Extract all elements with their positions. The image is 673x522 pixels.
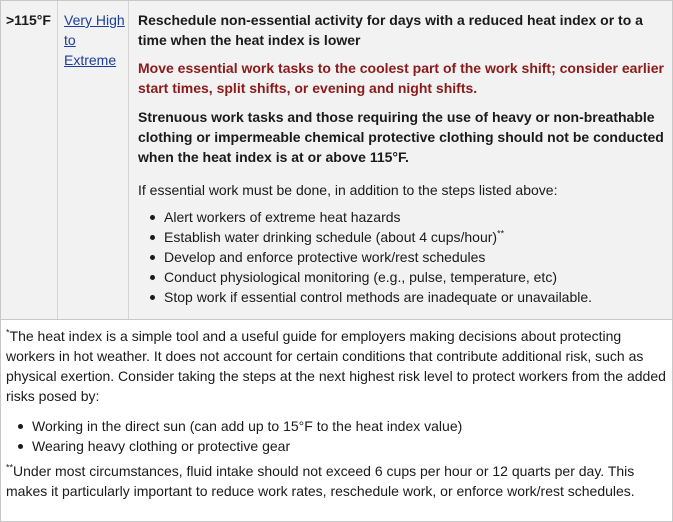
- list-item: Stop work if essential control methods are inadequate or unavailable.: [164, 287, 673, 307]
- protective-measures-cell: [129, 1, 672, 319]
- strenuous-work-text: Strenuous work tasks and those requiring the use of heavy or non-breathable clothing or impermeable chemical protective clothing should not be conducted when the heat index is at or above 115°F.: [138, 109, 664, 165]
- footnotes-row: [1, 320, 672, 521]
- essential-steps-list: [138, 207, 673, 307]
- reschedule-text: Reschedule non-essential activity for days with a reduced heat index or to a time when the heat index is lower: [138, 12, 643, 48]
- list-item: Establish water drinking schedule (about 4 cups/hour)**: [164, 227, 673, 247]
- list-item: Wearing heavy clothing or protective gear: [32, 436, 662, 456]
- added-risks-list: [6, 416, 662, 456]
- list-item: Working in the direct sun (can add up to 15°F to the heat index value): [32, 416, 662, 436]
- footnote-marker: **: [6, 462, 14, 473]
- temperature-cell: [1, 1, 58, 319]
- risk-level-cell: [58, 1, 129, 319]
- essential-work-intro: If essential work must be done, in addition to the steps listed above:: [138, 182, 558, 198]
- table-row: [1, 1, 672, 320]
- footnote-marker: *: [6, 327, 10, 338]
- temperature-value: >115°F: [6, 12, 51, 28]
- footnote-marker: **: [497, 228, 505, 239]
- move-tasks-text: Move essential work tasks to the coolest part of the work shift; consider earlier start times, split shifts, or evening and night shifts.: [138, 60, 664, 96]
- list-item: Conduct physiological monitoring (e.g., pulse, temperature, etc): [164, 267, 673, 287]
- footnote-fluid-intake: **Under most circumstances, fluid intake should not exceed 6 cups per hour or 12 quarts per day. This makes it particularly important to reduce work rates, reschedule work, or enforce work/rest schedules.: [6, 462, 635, 499]
- list-item: Alert workers of extreme heat hazards: [164, 207, 673, 227]
- risk-level-link[interactable]: Very High to Extreme: [64, 12, 125, 68]
- footnote-heat-index: *The heat index is a simple tool and a useful guide for employers making decisions about protecting workers in hot weather. It does not account for certain conditions that contribute additional risk, such as physical exertion. Consider taking the steps at the next highest risk level to protect workers from the added risks posed by:: [6, 327, 666, 404]
- list-item: Develop and enforce protective work/rest schedules: [164, 247, 673, 267]
